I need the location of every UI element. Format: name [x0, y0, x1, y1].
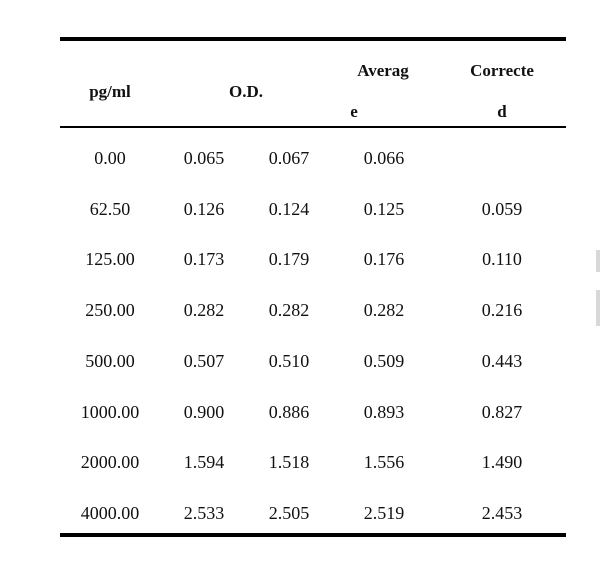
- cell-average: 0.282: [363, 300, 405, 320]
- cell-concentration: 2000.00: [80, 452, 140, 472]
- cell-corrected: 2.453: [481, 503, 523, 523]
- cell-corrected: 0.059: [481, 199, 523, 219]
- page-edge-mark: [596, 290, 600, 326]
- cell-average: 0.509: [363, 351, 405, 371]
- cell-od-1: 2.533: [183, 503, 225, 523]
- cell-concentration: 125.00: [85, 249, 135, 269]
- cell-average: 0.893: [363, 402, 405, 422]
- cell-od-1: 0.900: [183, 402, 225, 422]
- header-average-line1: Averag: [357, 61, 409, 80]
- table-top-rule: [60, 37, 566, 41]
- cell-od-2: 0.886: [268, 402, 310, 422]
- header-pg-ml: pg/ml: [89, 82, 131, 101]
- cell-average: 2.519: [363, 503, 405, 523]
- cell-corrected: 0.443: [481, 351, 523, 371]
- table-header-rule: [60, 126, 566, 128]
- header-corrected-line2: d: [497, 102, 507, 121]
- cell-od-2: 0.124: [268, 199, 310, 219]
- cell-od-1: 0.507: [183, 351, 225, 371]
- cell-concentration: 250.00: [85, 300, 135, 320]
- cell-od-1: 0.173: [183, 249, 225, 269]
- cell-od-2: 0.282: [268, 300, 310, 320]
- header-corrected-line1: Correcte: [470, 61, 534, 80]
- cell-average: 0.125: [363, 199, 405, 219]
- cell-average: 0.176: [363, 249, 405, 269]
- cell-concentration: 4000.00: [80, 503, 140, 523]
- cell-corrected: 1.490: [481, 452, 523, 472]
- page-edge-mark: [596, 250, 600, 272]
- cell-od-1: 1.594: [183, 452, 225, 472]
- cell-od-2: 1.518: [268, 452, 310, 472]
- header-average-line2: e: [350, 102, 358, 121]
- cell-od-2: 0.510: [268, 351, 310, 371]
- cell-corrected: 0.216: [481, 300, 523, 320]
- cell-average: 0.066: [363, 148, 405, 168]
- cell-corrected: 0.110: [482, 249, 522, 269]
- cell-od-1: 0.282: [183, 300, 225, 320]
- cell-average: 1.556: [363, 452, 405, 472]
- header-od: O.D.: [229, 82, 263, 101]
- cell-od-2: 0.179: [268, 249, 310, 269]
- cell-corrected: 0.827: [481, 402, 523, 422]
- cell-od-2: 0.067: [268, 148, 310, 168]
- cell-od-1: 0.126: [183, 199, 225, 219]
- cell-concentration: 500.00: [85, 351, 135, 371]
- cell-concentration: 1000.00: [80, 402, 140, 422]
- cell-concentration: 0.00: [94, 148, 126, 168]
- cell-od-2: 2.505: [268, 503, 310, 523]
- cell-concentration: 62.50: [89, 199, 131, 219]
- cell-od-1: 0.065: [183, 148, 225, 168]
- table-bottom-rule: [60, 533, 566, 537]
